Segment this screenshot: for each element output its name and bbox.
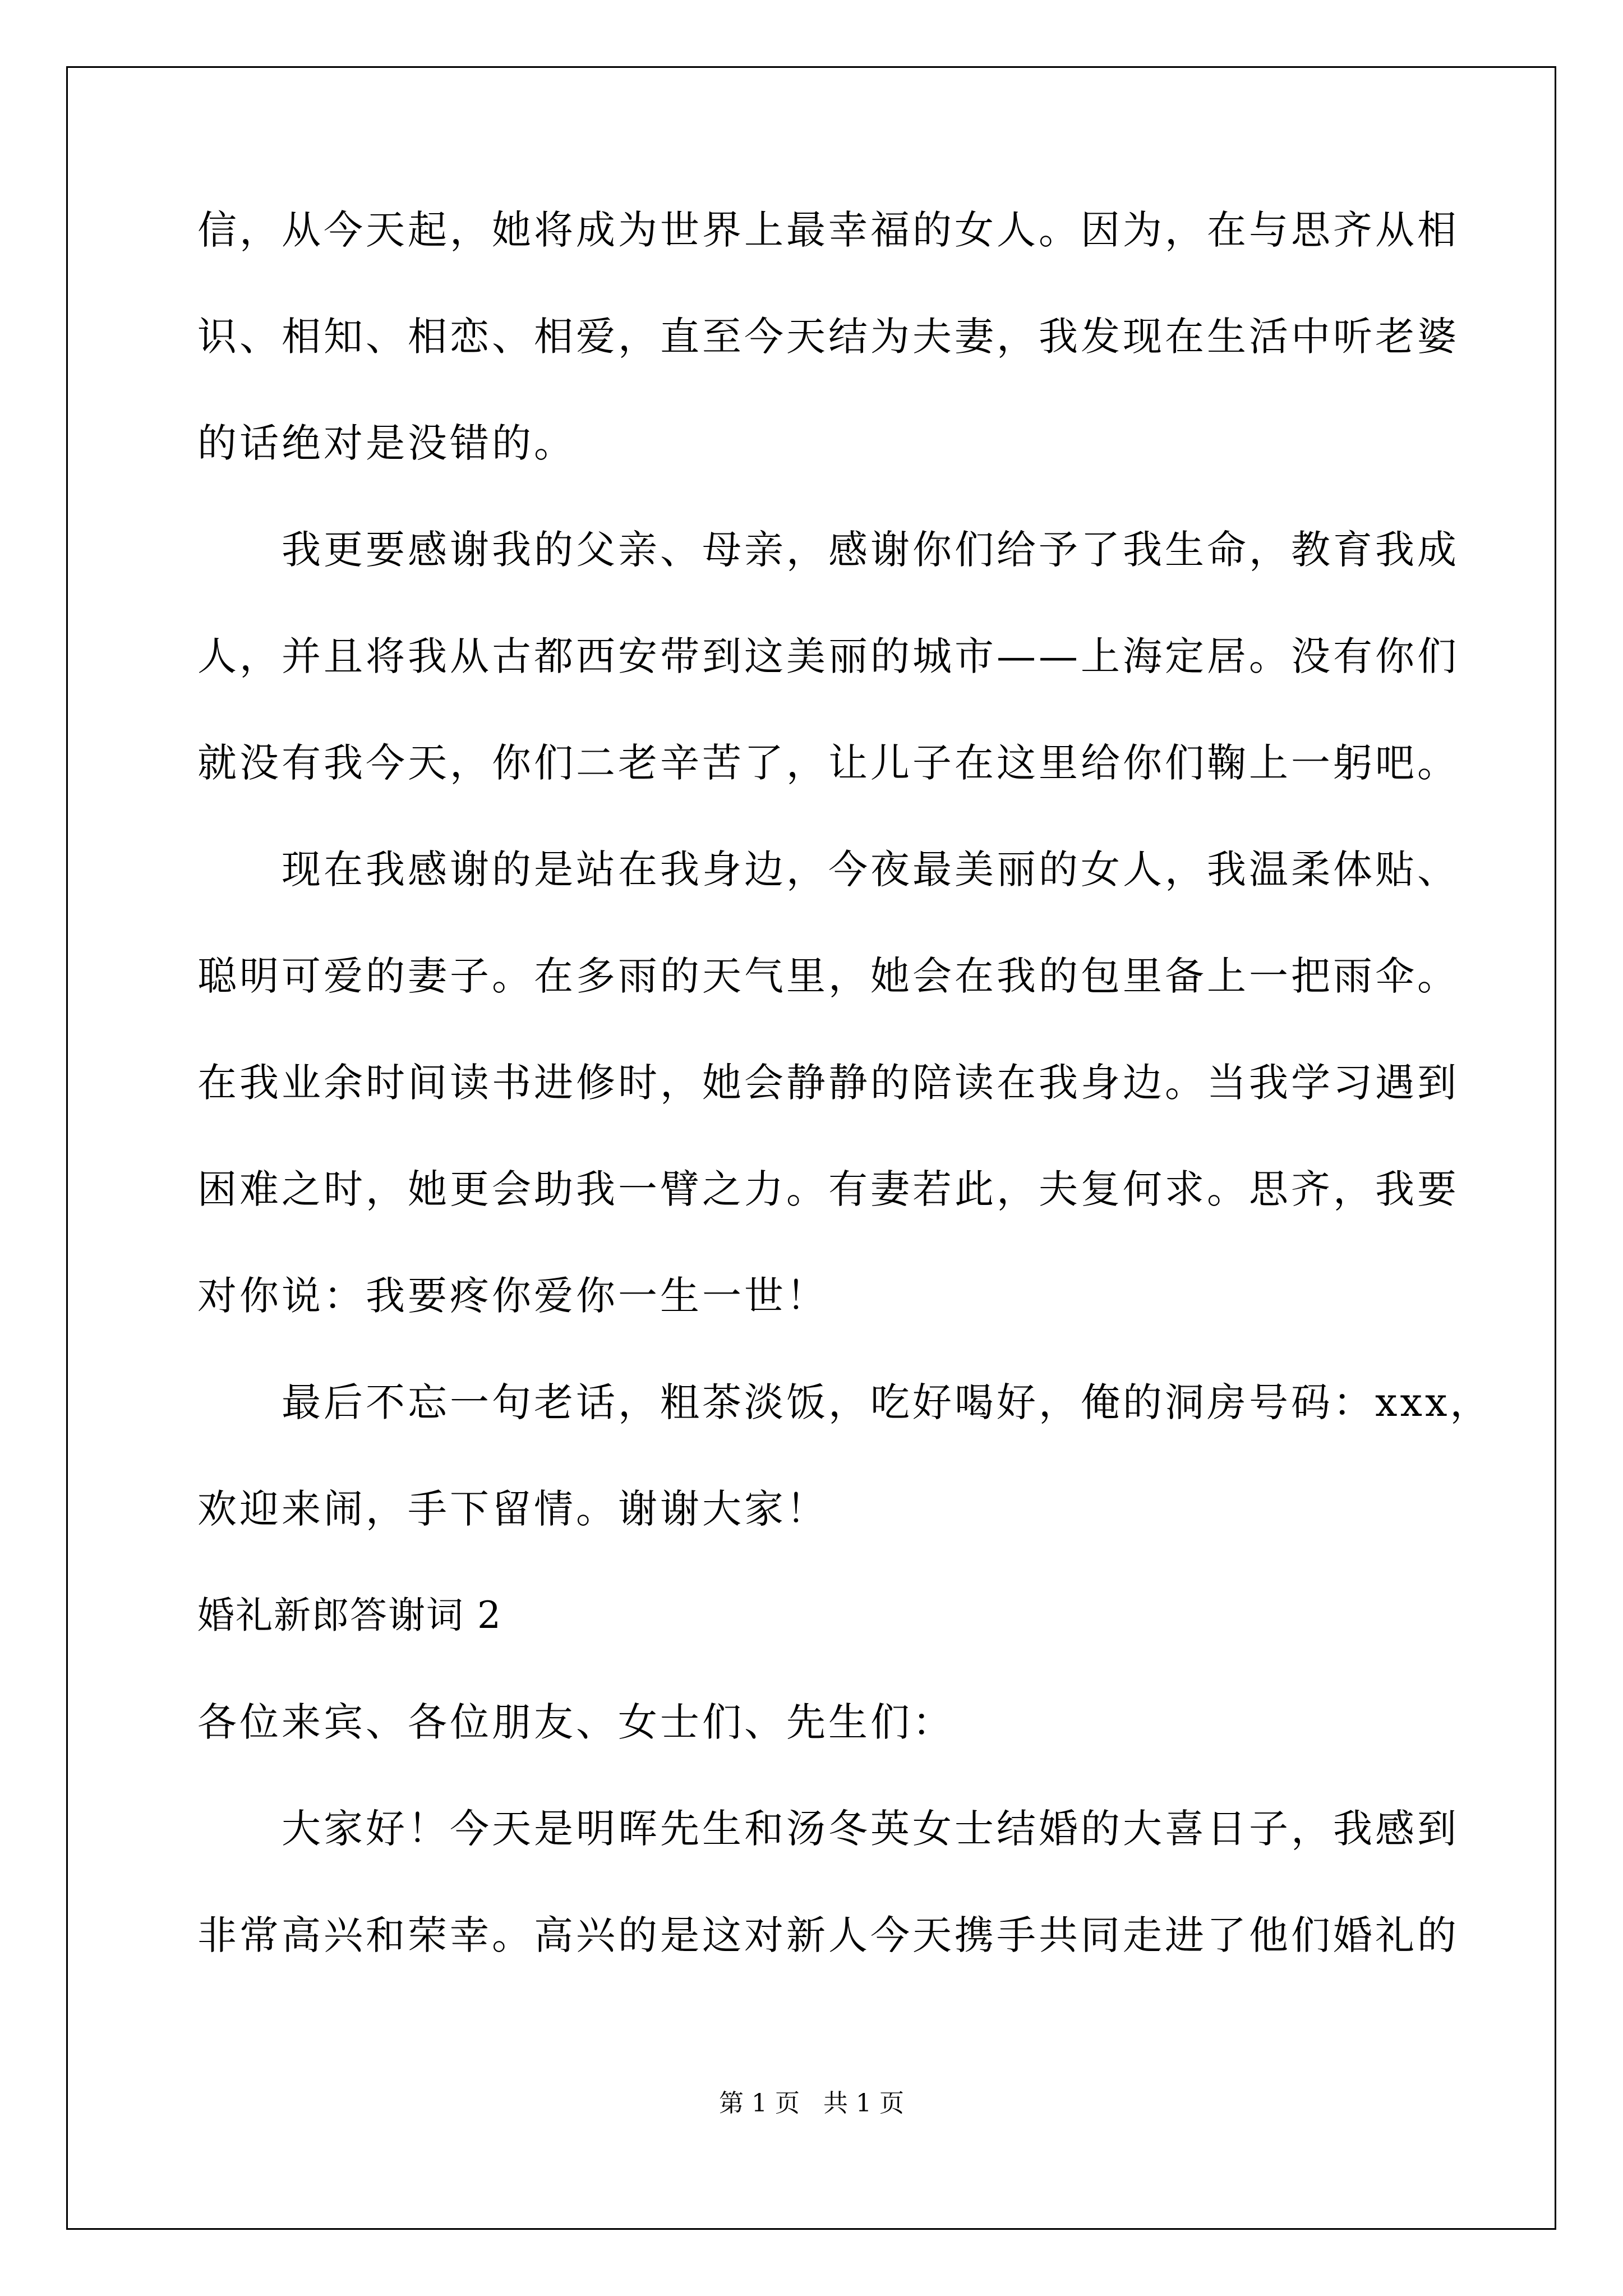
text-line: 各位来宾、各位朋友、女士们、先生们： [197, 1699, 955, 1745]
section-heading: 婚礼新郎答谢词 2 [197, 1594, 502, 1637]
text-line: 现在我感谢的是站在我身边，今夜最美丽的女人，我温柔体贴、 [197, 846, 1459, 892]
text-line: 大家好！今天是明晖先生和汤冬英女士结婚的大喜日子，我感到 [197, 1806, 1459, 1852]
text-line: 聪明可爱的妻子。在多雨的天气里，她会在我的包里备上一把雨伞。 [197, 953, 1459, 999]
text-line: 在我业余时间读书进修时，她会静静的陪读在我身边。当我学习遇到 [197, 1060, 1459, 1106]
text-line: 最后不忘一句老话，粗茶淡饭，吃好喝好，俺的洞房号码：xxx， [197, 1379, 1492, 1425]
text-line: 识、相知、相恋、相爱，直至今天结为夫妻，我发现在生活中听老婆 [197, 314, 1459, 360]
page-border [66, 66, 1556, 2230]
text-line: 欢迎来闹，手下留情。谢谢大家！ [197, 1486, 828, 1532]
text-line: 的话绝对是没错的。 [197, 420, 576, 466]
text-line: 非常高兴和荣幸。高兴的是这对新人今天携手共同走进了他们婚礼的 [197, 1912, 1459, 1958]
text-line: 就没有我今天，你们二老辛苦了，让儿子在这里给你们鞠上一躬吧。 [197, 740, 1459, 786]
text-line: 人，并且将我从古都西安带到这美丽的城市——上海定居。没有你们 [197, 633, 1459, 679]
text-line: 对你说：我要疼你爱你一生一世！ [197, 1273, 828, 1319]
page-number: 第 1 页 [719, 2089, 800, 2118]
page-footer [0, 2087, 1623, 2120]
page-total: 共 1 页 [823, 2089, 904, 2118]
text-line: 困难之时，她更会助我一臂之力。有妻若此，夫复何求。思齐，我要 [197, 1166, 1459, 1212]
text-line: 信，从今天起，她将成为世界上最幸福的女人。因为，在与思齐从相 [197, 207, 1459, 253]
text-line: 我更要感谢我的父亲、母亲，感谢你们给予了我生命，教育我成 [197, 527, 1459, 573]
